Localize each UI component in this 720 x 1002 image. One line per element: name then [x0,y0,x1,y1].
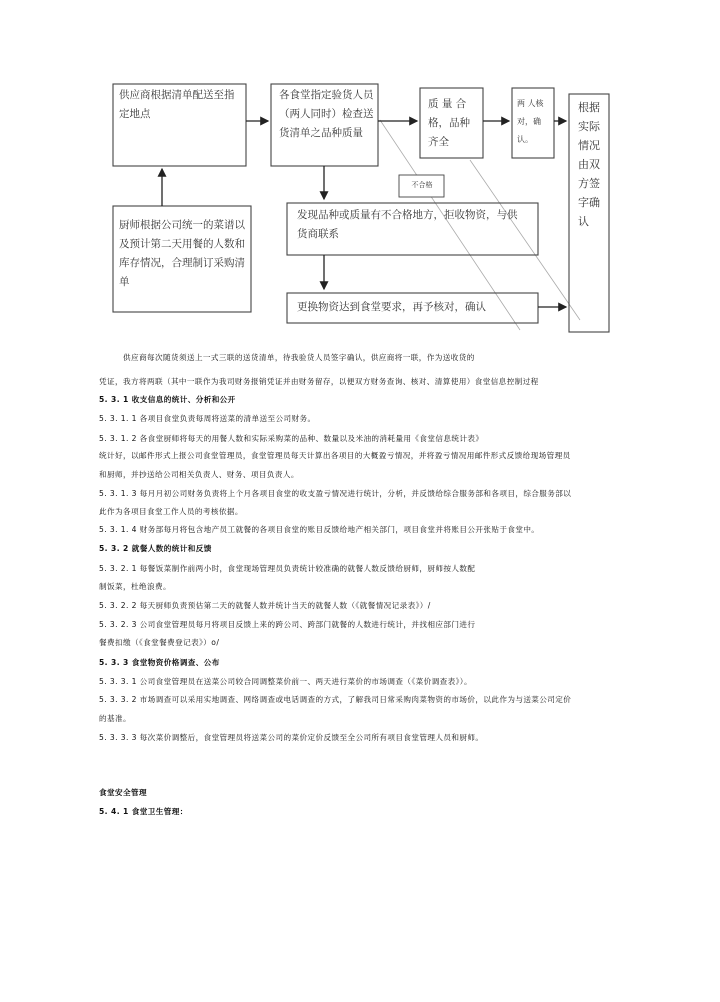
paragraph-line: 和厨师，并抄送给公司相关负责人、财务、项目负责人。 [99,470,299,479]
two-people-text: 两 人核对，确认。 [517,99,544,144]
check-box-text: 各食堂指定验货人员（两人同时）检查送货清单之品种质量 [279,89,374,139]
problem-box-text: 发现品种或质量有不合格地方，拒收物资，与供货商联系 [297,209,518,240]
flowchart-diagram [0,0,720,340]
supplier-box-text: 供应商根据清单配送至指定地点 [119,89,235,120]
confirm-text: 根据实际情况由双方签字确认 [578,101,600,228]
paragraph-line: 凭证，我方将两联（其中一联作为我司财务报销凭证并由财务留存，以便双方财务查询、核对、清算使用）食堂信息控制过程 [99,377,539,386]
paragraph-line: 的基准。 [99,714,131,723]
section-heading: 5. 3. 2 就餐人数的统计和反馈 [99,544,212,553]
paragraph-line: 5. 3. 1. 3 每月月初公司财务负责将上个月各项目食堂的收支盈亏情况进行统计，分析，并反馈给综合服务部和各项目，综合服务部以 [99,489,572,498]
replace-box-text: 更换物资达到食堂要求，再予核对，确认 [297,301,486,313]
paragraph-line: 5. 3. 2. 3 公司食堂管理员每月将项目反馈上来的跨公司、跨部门就餐的人数进行统计，并找相应部门进行 [99,620,476,629]
paragraph-line: 5. 3. 1. 4 财务部每月将包含地产员工就餐的各项目食堂的账目反馈给地产相关部门，项目食堂并将账目公开张贴于食堂中。 [99,525,540,534]
paragraph-line: 5. 3. 3. 1 公司食堂管理员在送菜公司较合同调整菜价前一、两天进行菜价的市场调查（《菜价调查表》）。 [99,677,472,686]
paragraph-line: 统计好，以邮件形式上报公司食堂管理员，食堂管理员每天计算出各项目的大概盈亏情况，并将盈亏情况用邮件形式反馈给现场管理员 [99,451,571,460]
quality-ok-text: 质 量 合格，品种齐全 [428,98,470,148]
section-heading: 5. 4. 1 食堂卫生管理： [99,807,188,816]
paragraph-line: 5. 3. 3. 2 市场调查可以采用实地调查、网络调查或电话调查的方式，了解我司日常采购肉菜物资的市场价，以此作为与送菜公司定价 [99,695,572,704]
section-heading: 5. 3. 1 收支信息的统计、分析和公开 [99,395,236,404]
paragraph-line: 此作为各项目食堂工作人员的考核依据。 [99,507,243,516]
fail-label: 不合格 [411,181,433,189]
paragraph-line: 5. 3. 2. 1 每餐饭菜制作前两小时，食堂现场管理员负责统计较准确的就餐人数反馈给厨师，厨师按人数配 [99,564,476,573]
section-heading: 5. 3. 3 食堂物资价格调查、公布 [99,658,220,667]
paragraph-line: 供应商每次随货须送上一式三联的送货清单，待我验货人员签字确认，供应商将一联，作为送收货的 [123,353,475,362]
paragraph-line: 5. 3. 2. 2 每天厨师负责预估第二天的就餐人数并统计当天的就餐人数（《就餐情况记录表》）/ [99,601,431,610]
paragraph-line: 餐费扣缴（《食堂餐费登记表》）o/ [99,638,220,647]
paragraph-line: 5. 3. 3. 3 每次菜价调整后，食堂管理员将送菜公司的菜价定价反馈至全公司所有项目食堂管理人员和厨师。 [99,733,484,742]
paragraph-line: 5. 3. 1. 1 各项目食堂负责每周将送菜的清单送至公司财务。 [99,414,316,423]
chef-box-text: 厨师根据公司统一的菜谱以及预计第二天用餐的人数和库存情况，合理制订采购清单 [119,219,245,288]
section-heading: 食堂安全管理 [99,788,147,797]
paragraph-line: 制饭菜，杜绝浪费。 [99,582,171,591]
paragraph-line: 5. 3. 1. 2 各食堂厨师将每天的用餐人数和实际采购菜的品种、数量以及米油的消耗量用《食堂信息统计表》 [99,434,484,443]
